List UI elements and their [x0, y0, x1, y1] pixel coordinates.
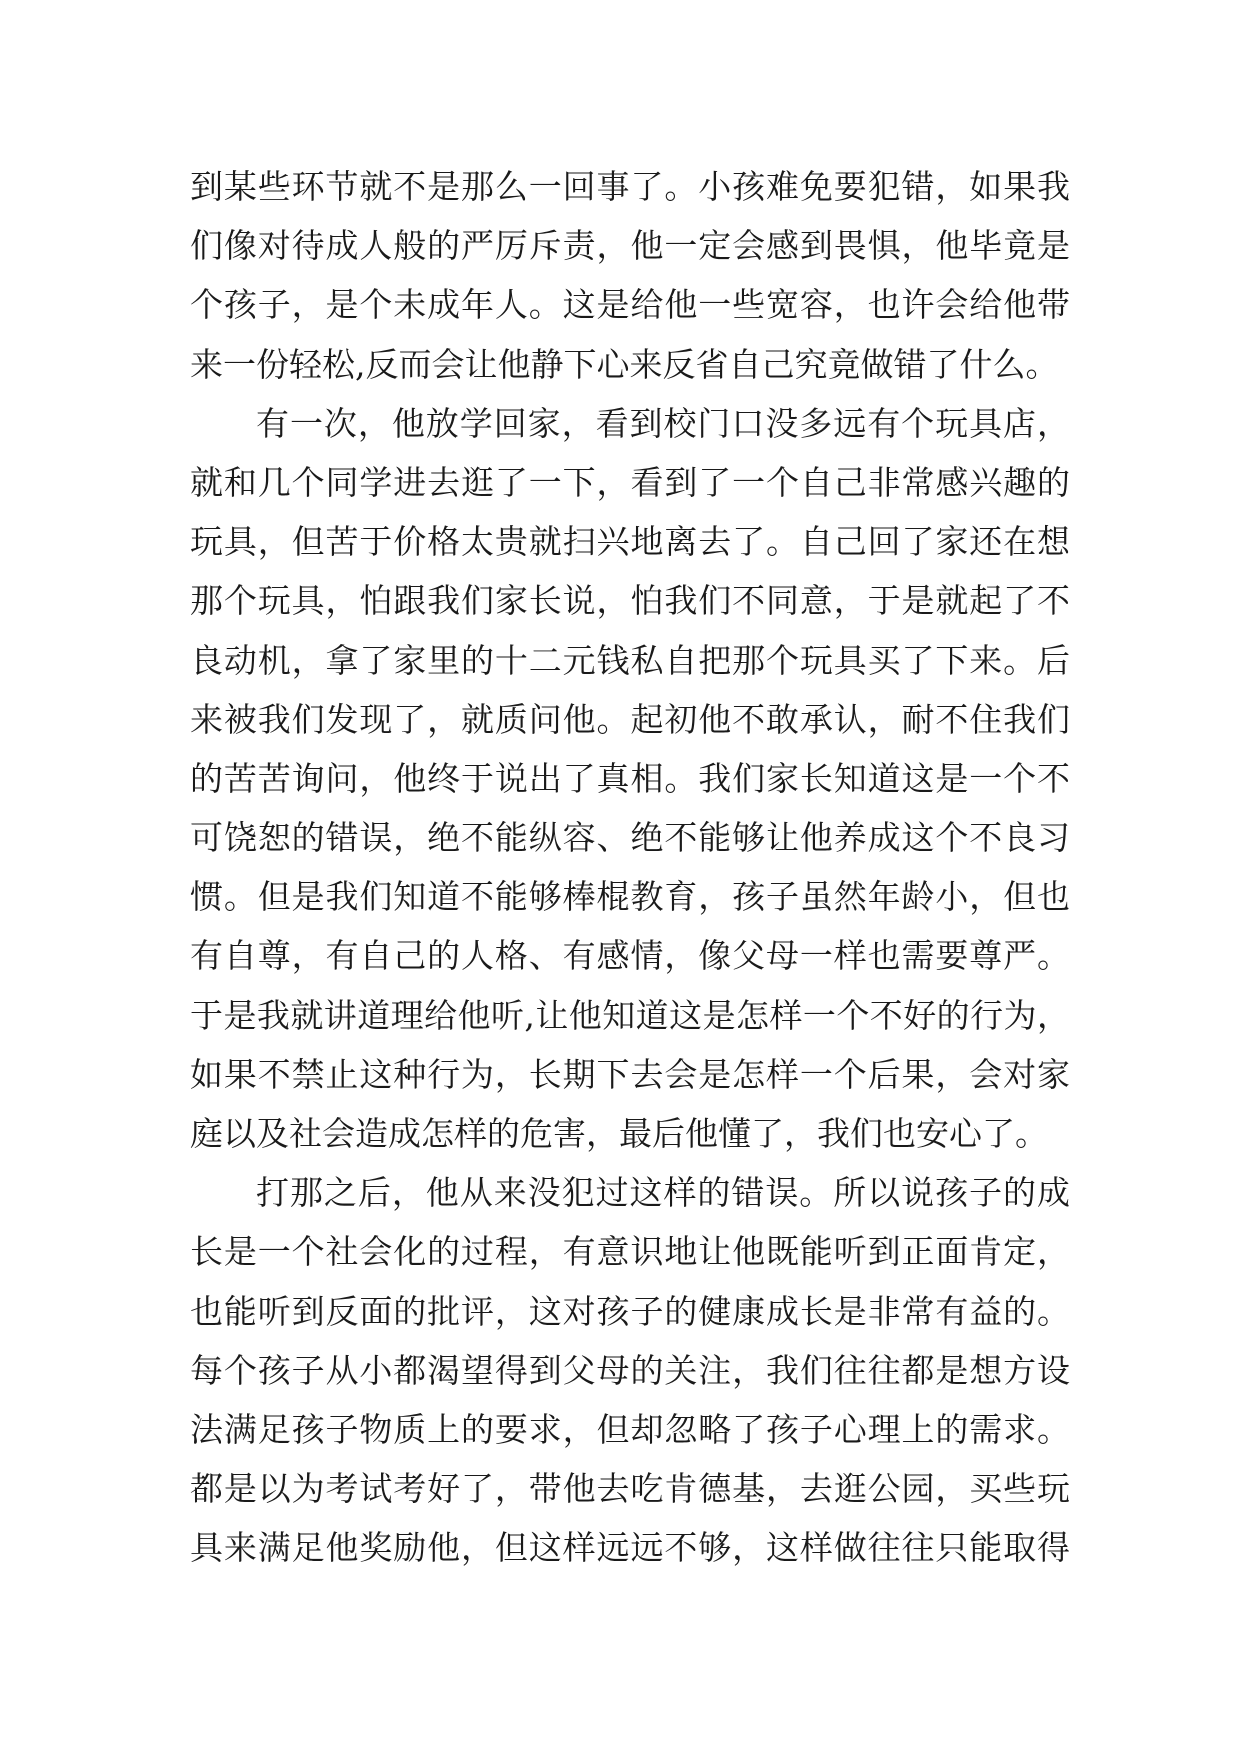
text-line: 那个玩具，怕跟我们家长说，怕我们不同意，于是就起了不 [190, 581, 1070, 621]
text-line: 具来满足他奖励他，但这样远远不够，这样做往往只能取得 [190, 1528, 1070, 1568]
text-line: 庭以及社会造成怎样的危害，最后他懂了，我们也安心了。 [190, 1114, 1048, 1153]
text-line: 的苦苦询问，他终于说出了真相。我们家长知道这是一个不 [190, 758, 1070, 798]
body-text [190, 157, 1070, 1578]
text-line: 可饶恕的错误，绝不能纵容、绝不能够让他养成这个不良习 [190, 818, 1070, 858]
text-line: 长是一个社会化的过程，有意识地让他既能听到正面肯定， [190, 1232, 1070, 1272]
text-line: 来一份轻松,反而会让他静下心来反省自己究竟做错了什么。 [190, 344, 1059, 384]
text-line: 法满足孩子物质上的要求，但却忽略了孩子心理上的需求。 [190, 1409, 1070, 1449]
text-line: 到某些环节就不是那么一回事了。小孩难免要犯错，如果我 [190, 167, 1070, 206]
text-line: 于是我就讲道理给他听,让他知道这是怎样一个不好的行为， [190, 995, 1070, 1035]
paragraph-start-line: 有一次，他放学回家，看到校门口没多远有个玩具店， [256, 403, 1070, 443]
text-line: 惯。但是我们知道不能够棒棍教育，孩子虽然年龄小，但也 [190, 877, 1070, 917]
text-line: 如果不禁止这种行为，长期下去会是怎样一个后果，会对家 [190, 1054, 1070, 1094]
text-line: 就和几个同学进去逛了一下，看到了一个自己非常感兴趣的 [190, 462, 1070, 502]
text-line: 良动机，拿了家里的十二元钱私自把那个玩具买了下来。后 [190, 640, 1070, 680]
text-line: 个孩子，是个未成年人。这是给他一些宽容，也许会给他带 [190, 285, 1070, 325]
text-line: 们像对待成人般的严厉斥责，他一定会感到畏惧，他毕竟是 [190, 226, 1070, 266]
text-line: 玩具，但苦于价格太贵就扫兴地离去了。自己回了家还在想 [190, 522, 1070, 562]
text-line: 有自尊，有自己的人格、有感情，像父母一样也需要尊严。 [190, 936, 1070, 976]
text-line: 每个孩子从小都渴望得到父母的关注，我们往往都是想方设 [190, 1350, 1070, 1390]
text-line: 都是以为考试考好了，带他去吃肯德基，去逛公园，买些玩 [190, 1469, 1070, 1509]
paragraph-start-line: 打那之后，他从来没犯过这样的错误。所以说孩子的成 [256, 1173, 1070, 1213]
text-line: 也能听到反面的批评，这对孩子的健康成长是非常有益的。 [190, 1291, 1070, 1331]
text-line: 来被我们发现了，就质问他。起初他不敢承认，耐不住我们 [190, 699, 1070, 739]
